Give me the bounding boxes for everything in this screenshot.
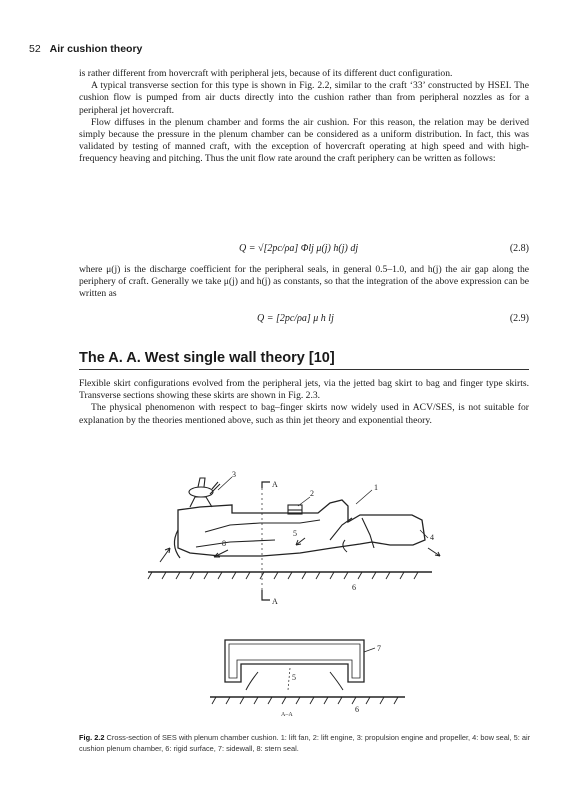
figure-label: A [272,480,278,489]
figure-label: 2 [310,489,314,498]
paragraph: where μ(j) is the discharge coefficient for the peripheral seals, in general 0.5–1.0, and h(j) the air gap along the periphery of craft. Generally we take μ(j) and h(j) as constants, so that the integration of the above expression can be written as [79,264,529,300]
paragraph: The physical phenomenon with respect to bag–finger skirts now widely used in ACV/SES, is not suitable for explanation by the theories mentioned above, such as thin jet theory and exponential theory. [79,402,529,426]
figure-caption-label: Fig. 2.2 [79,733,105,742]
paragraph: is rather different from hovercraft with peripheral jets, because of its different duct configuration. [79,68,453,79]
figure-label: A [272,597,278,606]
figure-label: 3 [232,470,236,479]
figure-label: 6 [352,583,356,592]
figure-label: 5 [293,529,297,538]
figure-label: 4 [430,533,434,542]
equation-number: (2.8) [509,243,529,254]
text-block-top [79,68,529,166]
page-number: 52 [29,43,41,55]
section-heading: The A. A. West single wall theory [10] [79,350,335,366]
equation-expression: Q = √[2pc/ρa] Φlj μ(j) h(j) dj [239,243,359,254]
paragraph: A typical transverse section for this type is shown in Fig. 2.2, similar to the craft ‘33’ constructed by HSEI. The cushion flow is pumped from air ducts directly into the cushion rather than from peripheral nozzles as for a peripheral jet hovercraft. [79,80,529,116]
figure-caption-text: Cross-section of SES with plenum chamber cushion. 1: lift fan, 2: lift engine, 3: propulsion engine and propeller, 4: bow seal, 5: air cushion plenum chamber, 6: rigid surface, 7: sidewall, 8: stern seal. [79,733,531,753]
figure-label: 7 [377,644,381,653]
figure-label: 5 [292,673,296,682]
paragraph: Flexible skirt configurations evolved from the peripheral jets, via the jetted bag skirt to bag and finger type skirts. Transverse sections showing these skirts are shown in Fig. 2.3. [79,378,529,402]
heading-rule [79,369,529,370]
craft-longitudinal-section [148,477,440,600]
craft-transverse-section [210,640,405,704]
figure-label: 1 [374,483,378,492]
text-block-section [79,378,529,427]
running-title: Air cushion theory [49,43,143,55]
figure-caption [79,733,531,754]
equation-expression: Q = [2pc/ρa] μ h lj [257,313,334,324]
figure-label: 8 [222,539,226,548]
figure-label: A–A [281,712,293,718]
text-block-mid [79,264,529,301]
running-header [29,43,142,55]
equation-number: (2.9) [509,313,529,324]
paragraph: Flow diffuses in the plenum chamber and forms the air cushion. For this reason, the relation may be derived simply because the pressure in the plenum chamber can be considered as a uniform distribution. In fact, this was validated by testing of manned craft, with the exception of hovercraft operating at high speed and with high-frequency heaving and pitching. Thus the unit flow rate around the craft periphery can be written as follows: [79,116,529,165]
figure-label: 6 [355,705,359,714]
